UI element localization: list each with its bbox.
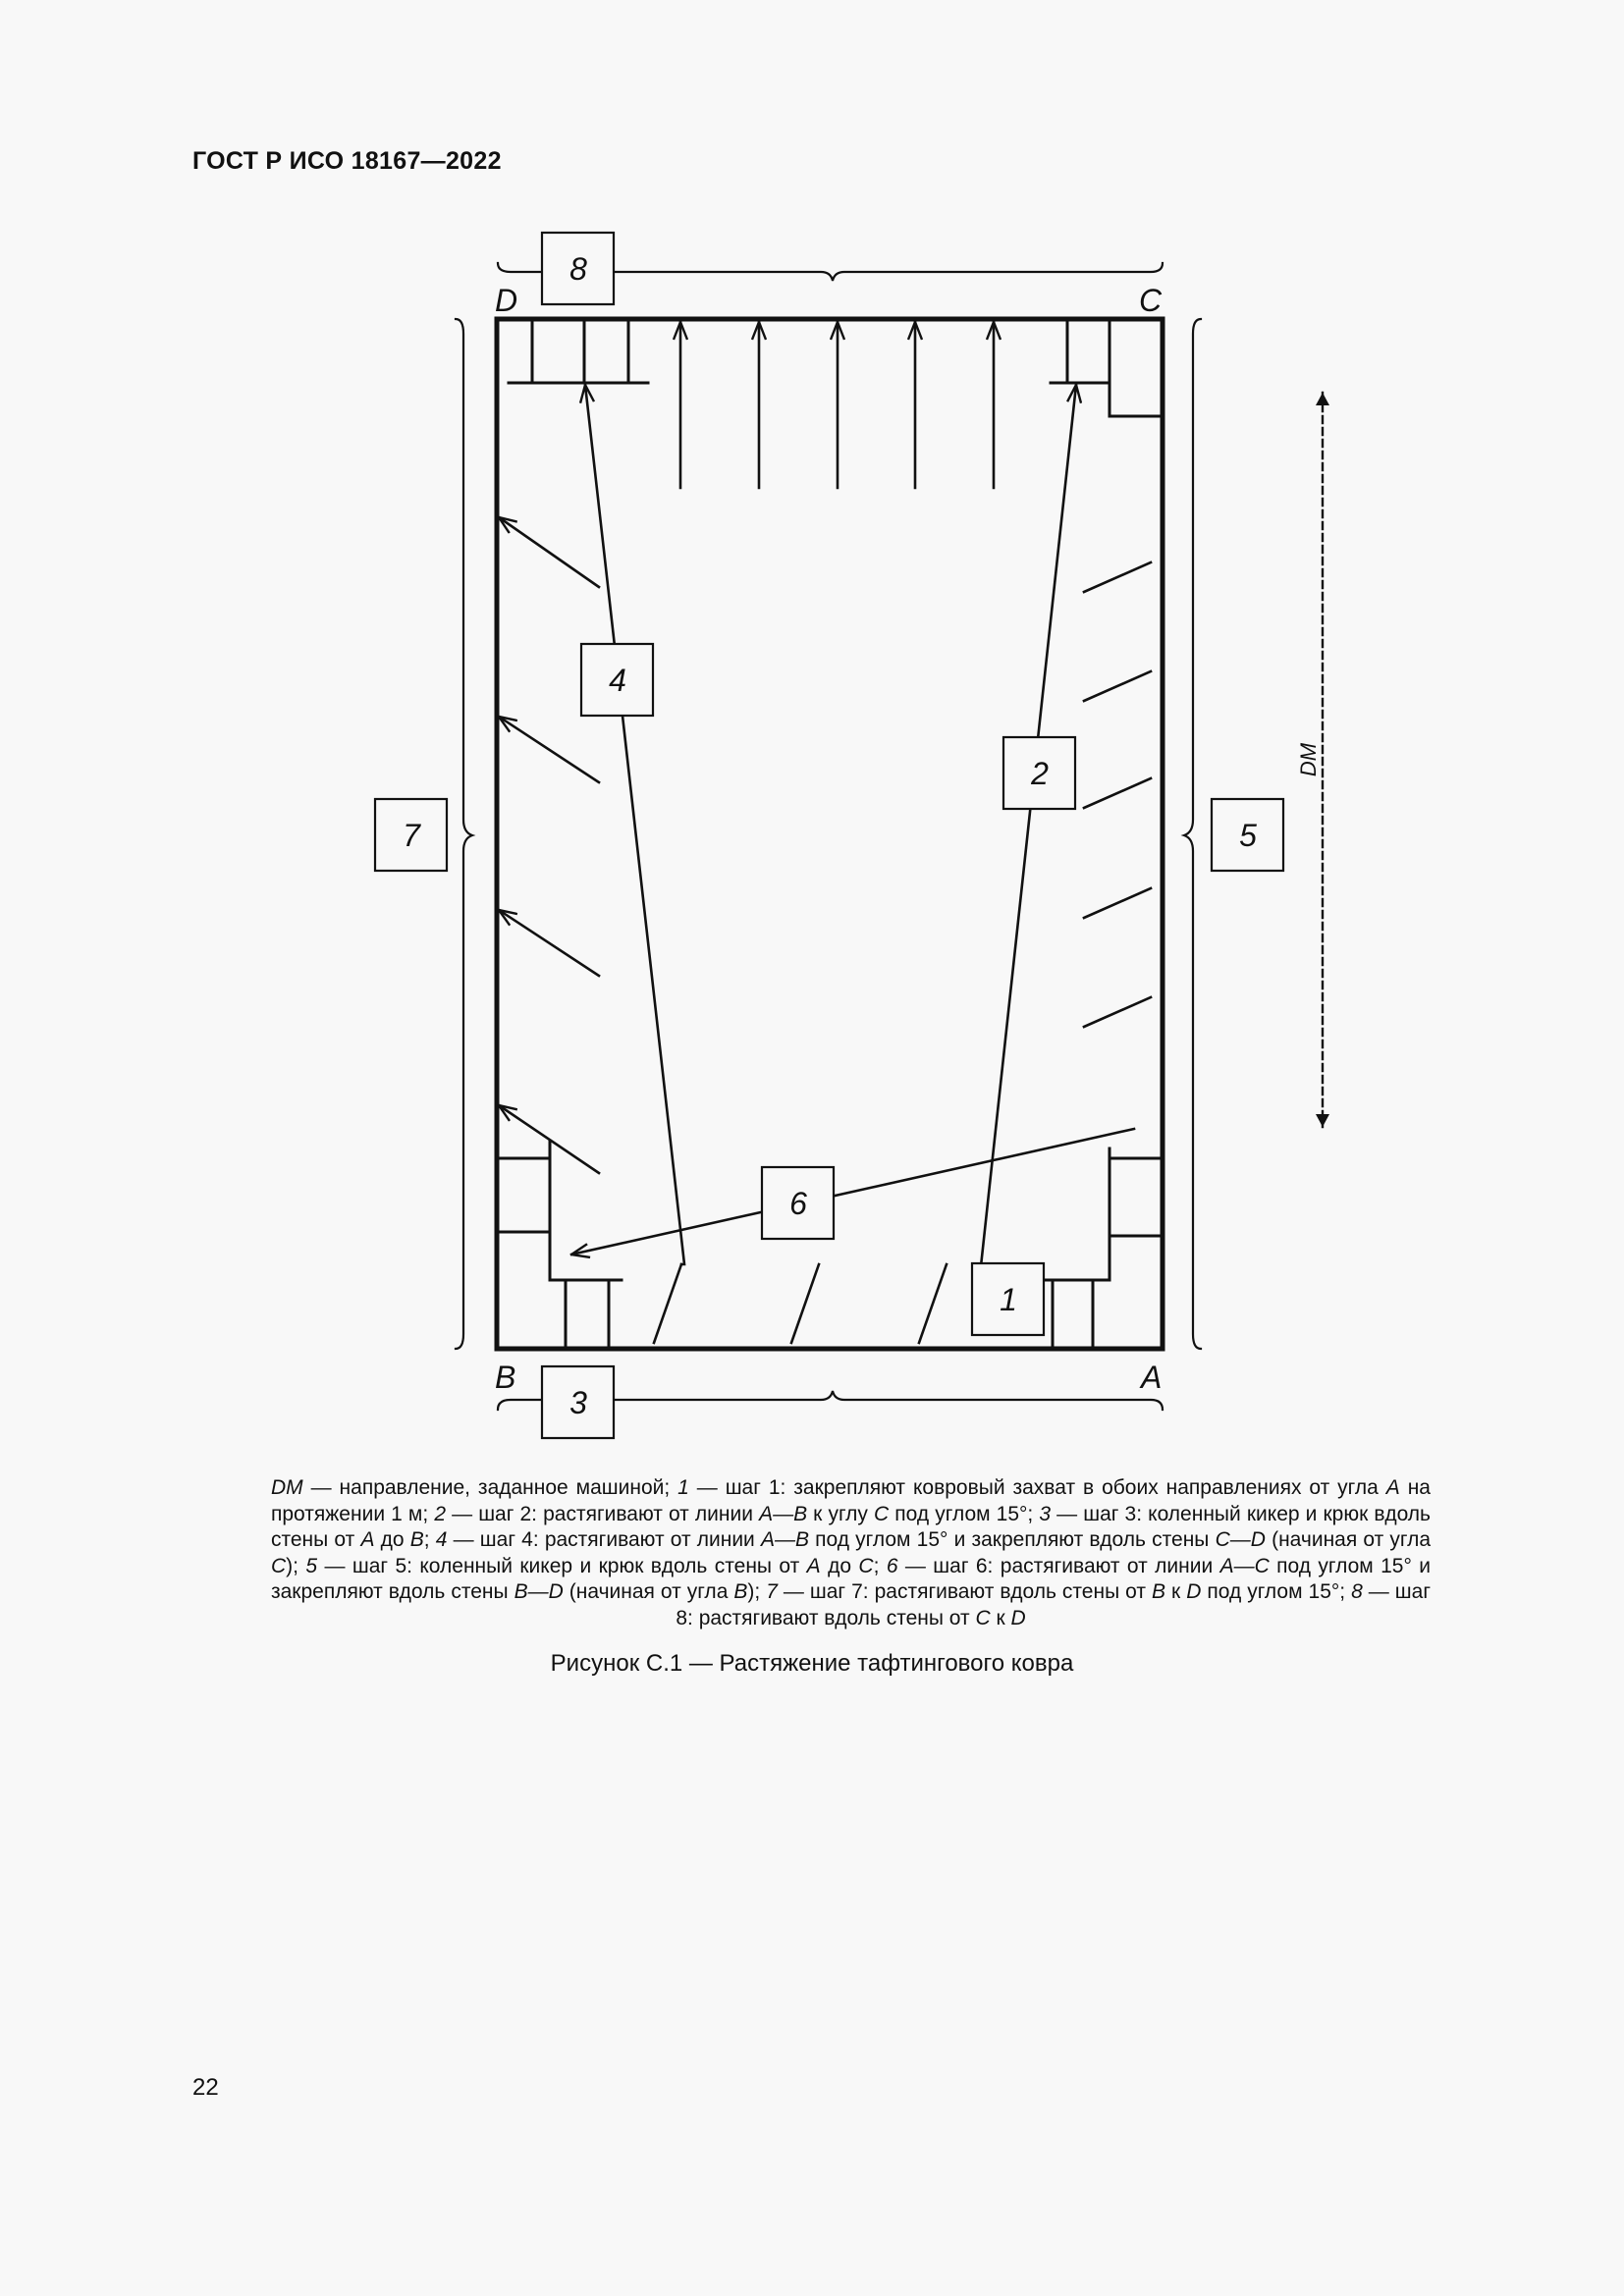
step3-strokes <box>654 1264 947 1343</box>
legend-text: ); <box>747 1580 767 1603</box>
legend-term: DM <box>271 1476 303 1499</box>
legend-term: 7 <box>766 1580 778 1603</box>
legend-text: ; <box>423 1528 436 1551</box>
legend-term: 4 <box>435 1528 448 1551</box>
brace-left <box>456 319 472 1349</box>
legend-text: (начиная от угла <box>1265 1528 1432 1551</box>
step7-arrows <box>499 517 599 1173</box>
corner-label-b: B <box>495 1360 516 1395</box>
step8-arrows <box>680 322 994 488</box>
legend-term: 3 <box>1039 1502 1052 1525</box>
legend-text: под углом 15°; <box>889 1502 1040 1525</box>
callout-2: 2 <box>1031 756 1049 791</box>
legend-term: B <box>409 1528 424 1551</box>
corner-label-c: C <box>1139 283 1163 318</box>
legend-term: D <box>1186 1580 1202 1603</box>
brace-right <box>1184 319 1201 1349</box>
legend-term: B—D <box>514 1580 564 1603</box>
step5-strokes <box>1084 562 1151 1027</box>
legend-text: — шаг 2: растягивают от линии <box>446 1502 760 1525</box>
callout-6: 6 <box>789 1186 807 1221</box>
legend-term: B <box>1152 1580 1166 1603</box>
legend-term: 5 <box>305 1554 318 1577</box>
gripper-top-right <box>1051 319 1163 416</box>
legend-term: C <box>858 1554 874 1577</box>
step2-arrow <box>981 385 1076 1266</box>
legend-term: A <box>1385 1476 1400 1499</box>
legend-term: 8 <box>1351 1580 1363 1603</box>
legend-text: до <box>374 1528 410 1551</box>
legend-text: к <box>990 1606 1011 1629</box>
legend-term: C <box>874 1502 890 1525</box>
callout-8: 8 <box>569 251 587 287</box>
legend-text: ); <box>286 1554 306 1577</box>
dm-label: DM <box>1296 742 1321 777</box>
legend-text: — шаг 8: растягивают вдоль стены от <box>676 1580 1431 1629</box>
callout-5: 5 <box>1239 818 1257 853</box>
legend-term: A—B <box>760 1528 809 1551</box>
legend-term: D <box>1010 1606 1026 1629</box>
legend-text: — шаг 6: растягивают от линии <box>897 1554 1220 1577</box>
legend-text: — шаг 4: растягивают от линии <box>447 1528 761 1551</box>
page-number: 22 <box>192 2074 219 2101</box>
legend-text: — шаг 7: растягивают вдоль стены от <box>777 1580 1153 1603</box>
legend-term: C <box>271 1554 287 1577</box>
legend-term: C <box>975 1606 991 1629</box>
corner-label-a: A <box>1141 1360 1163 1395</box>
step6-arrow <box>571 1129 1134 1255</box>
legend-text: — направление, заданное машиной; <box>302 1476 678 1499</box>
legend-text: (начиная от угла <box>563 1580 734 1603</box>
callout-3: 3 <box>569 1385 587 1420</box>
callout-7: 7 <box>403 818 420 853</box>
legend-text: — шаг 5: коленный кикер и крюк вдоль стены от <box>317 1554 807 1577</box>
legend-text: к углу <box>807 1502 875 1525</box>
figure-caption: Рисунок С.1 — Растяжение тафтингового ковра <box>550 1650 1074 1677</box>
legend-text: на протяжении 1 м; <box>271 1476 1431 1525</box>
document-header: ГОСТ Р ИСО 18167—2022 <box>192 147 502 175</box>
figure-legend <box>271 1475 1431 1631</box>
callout-1: 1 <box>1000 1282 1017 1317</box>
legend-term: 2 <box>434 1502 446 1525</box>
legend-term: A <box>806 1554 821 1577</box>
legend-term: A—C <box>1219 1554 1270 1577</box>
legend-text: — шаг 1: закрепляют ковровый захват в обоих направлениях от угла <box>688 1476 1386 1499</box>
legend-text: под углом 15° и закрепляют вдоль стены <box>808 1528 1216 1551</box>
legend-text: под углом 15°; <box>1201 1580 1352 1603</box>
legend-term: 6 <box>886 1554 898 1577</box>
callout-4: 4 <box>609 663 626 698</box>
legend-text: — шаг 3: коленный кикер и крюк вдоль стены от <box>271 1502 1431 1551</box>
gripper-bottom-left <box>497 1142 622 1349</box>
legend-term: B <box>733 1580 748 1603</box>
gripper-bottom-right <box>1041 1148 1163 1349</box>
legend-term: A—B <box>759 1502 808 1525</box>
legend-term: 1 <box>677 1476 689 1499</box>
gripper-top-left <box>509 319 648 383</box>
legend-text: к <box>1165 1580 1187 1603</box>
legend-text: до <box>820 1554 859 1577</box>
legend-text: под углом 15° и закрепляют вдоль стены <box>271 1554 1431 1603</box>
legend-term: C—D <box>1215 1528 1266 1551</box>
corner-label-d: D <box>495 283 518 318</box>
legend-text: ; <box>873 1554 887 1577</box>
step4-arrow <box>585 385 684 1264</box>
legend-term: A <box>360 1528 375 1551</box>
